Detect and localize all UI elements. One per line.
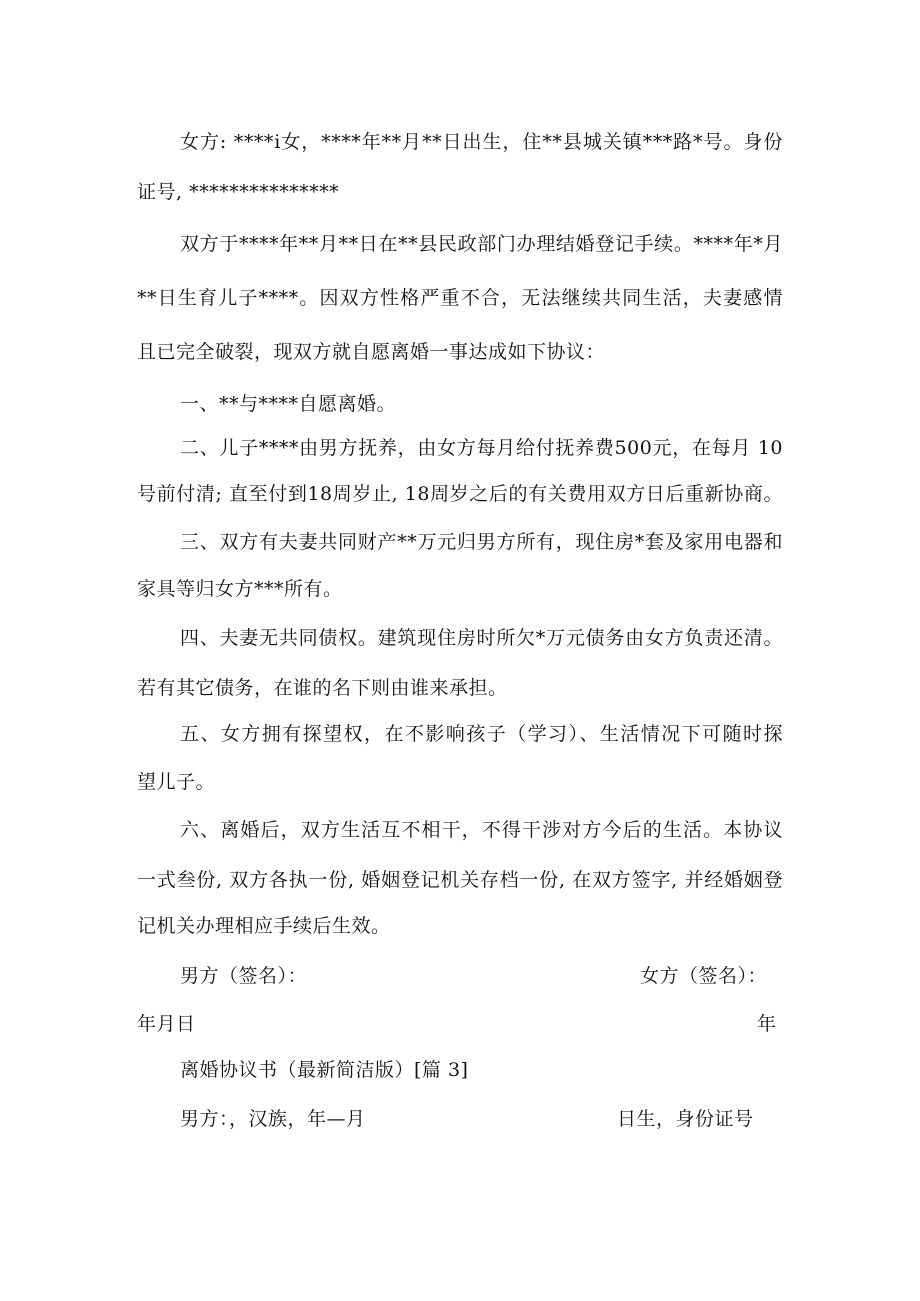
clause-3-line-1: 三、双方有夫妻共同财产**万元归男方所有，现住房*套及家用电器和 (180, 531, 783, 553)
clause-4-line-1: 四、夫妻无共同债权。建筑现住房时所欠*万元债务由女方负责还清。 (180, 627, 783, 649)
marriage-paragraph-line-2: **日生育儿子****。因双方性格严重不合，无法继续共同生活，夫妻感情 (137, 287, 783, 309)
clause-6-line-3: 记机关办理相应手续后生效。 (137, 915, 391, 937)
marriage-paragraph-line-3: 且已完全破裂，现双方就自愿离婚一事达成如下协议： (137, 341, 606, 363)
next-section-title: 离婚协议书（最新简洁版）[篇 3] (180, 1059, 469, 1081)
next-male-info-left: 男方：，汉族，年—月 (180, 1108, 366, 1130)
next-male-info-right: 日生，身份证号 (617, 1108, 754, 1130)
clause-2-line-1: 二、儿子****由男方抚养，由女方每月给付抚养费500元，在每月 10 (180, 437, 783, 459)
female-signature-label: 女方（签名）： (640, 965, 768, 987)
clause-3-line-2: 家具等归女方***所有。 (137, 578, 343, 600)
clause-1: 一、**与****自愿离婚。 (180, 393, 397, 415)
female-info-line-2: 证号, *************** (137, 181, 340, 203)
date-right: 年 (757, 1013, 777, 1035)
male-signature-label: 男方（签名）： (180, 965, 308, 987)
marriage-paragraph-line-1: 双方于****年**月**日在**县民政部门办理结婚登记手续。****年*月 (180, 233, 783, 255)
clause-6-line-1: 六、离婚后，双方生活互不相干，不得干涉对方今后的生活。本协议 (180, 819, 783, 841)
date-left: 年月日 (137, 1013, 196, 1035)
clause-4-line-2: 若有其它债务，在谁的名下则由谁来承担。 (137, 677, 508, 699)
clause-5-line-2: 望儿子。 (137, 771, 216, 793)
female-info-line-1: 女方: ****ⅰ女，****年**月**日出生，住**县城关镇***路*号。身份 (180, 131, 783, 153)
clause-5-line-1: 五、女方拥有探望权，在不影响孩子（学习）、生活情况下可随时探 (180, 723, 783, 745)
clause-6-line-2: 一式叁份, 双方各执一份, 婚姻登记机关存档一份, 在双方签字, 并经婚姻登 (137, 869, 783, 891)
clause-2-line-2: 号前付清; 直至付到18周岁止, 18周岁之后的有关费用双方日后重新协商。 (137, 483, 783, 505)
